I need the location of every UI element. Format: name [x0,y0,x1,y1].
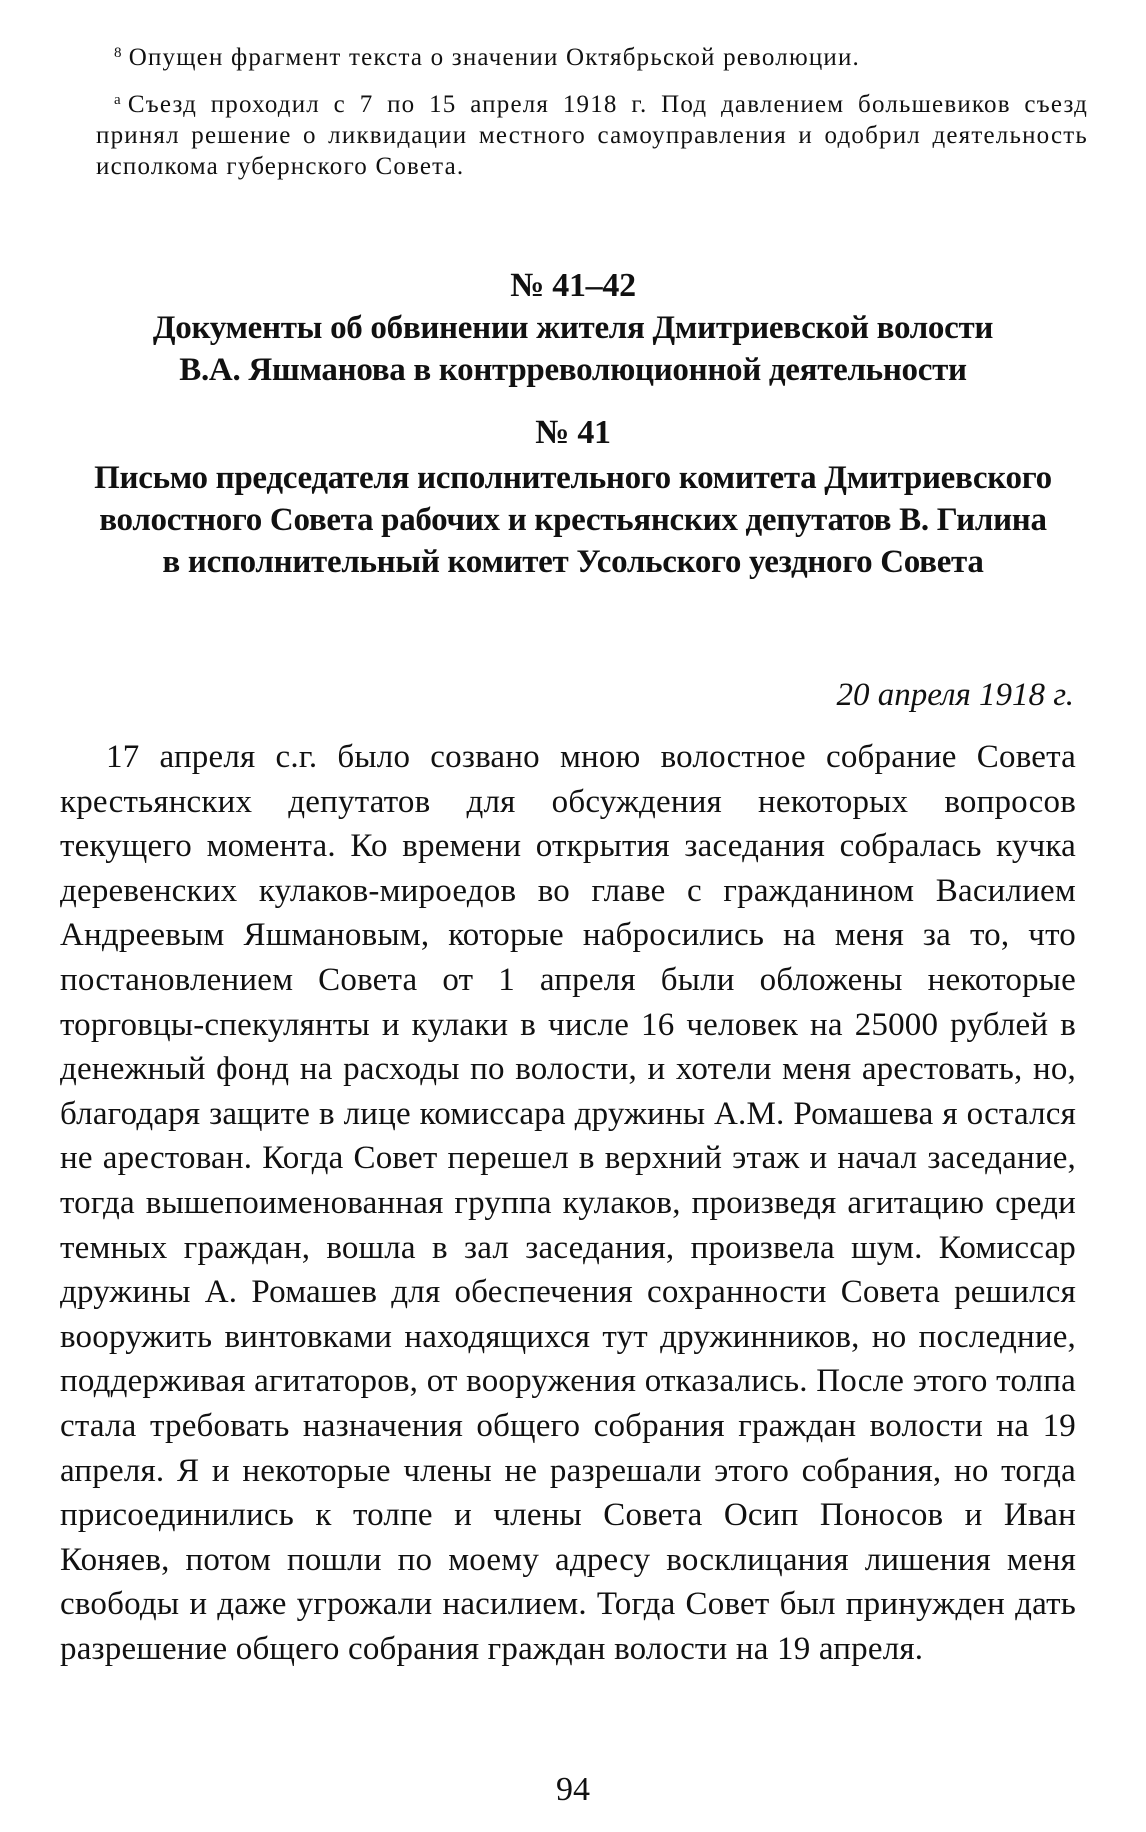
letter-body [60,735,1076,1671]
document-title-line: Письмо председателя исполнительного комитета Дмитриевского [94,460,1052,496]
page-number: 94 [556,1771,590,1808]
footnote-marker: а [114,92,122,108]
footnote-marker: 8 [114,45,123,61]
document-date: 20 апреля 1918 г. [836,677,1074,713]
body-paragraph: 17 апреля с.г. было созвано мною волостное собрание Совета крестьянских депутатов для обсуждения некоторых вопросов текущего момента. Ко времени открытия заседания собралась кучка деревенских кулаков-мироедов во главе с гражданином Василием Андреевым Яшмановым, которые набросились на меня за то, что постановлением Совета от 1 апреля были обложены некоторые торговцы-спекулянты и кулаки в числе 16 человек на 25000 рублей в денежный фонд на расходы по волости, и хотели меня арестовать, но, благодаря защите в лице комиссара дружины А.М. Ромашева я остался не арестован. Когда Совет перешел в верхний этаж и начал заседание, тогда вышепоименованная группа кулаков, произведя агитацию среди темных граждан, вошла в зал заседания, произвела шум. Комиссар дружины А. Ромашев для обеспечения сохранности Совета решился вооружить винтовками находящихся тут дружинников, но последние, поддерживая агитаторов, от вооружения отказались. После этого толпа стала требовать назначения общего собрания граждан волости на 19 апреля. Я и некоторые члены не разрешали этого собрания, но тогда присоединились к толпе и члены Совета Осип Поносов и Иван Коняев, потом пошли по моему адресу восклицания лишения меня свободы и даже угрожали насилием. Тогда Совет был принужден дать разрешение общего собрания граждан волости на 19 апреля. [60,739,1076,1667]
group-title-line: В.А. Яшманова в контрреволюционной деятельности [179,352,967,388]
footnote-text: Съезд проходил с 7 по 15 апреля 1918 г. Под давлением большевиков съезд принял решение о ликвидации местного самоуправления и одобрил деятельность исполкома губернского Совета. [96,91,1088,180]
footnote-8 [96,38,1088,73]
footnote-a [96,85,1088,182]
group-title-line: Документы об обвинении жителя Дмитриевской волости [152,310,994,346]
document-number: № 41 [535,414,611,451]
document-title-line: в исполнительный комитет Усольского уездного Совета [162,544,984,580]
group-number: № 41–42 [510,267,636,304]
footnotes [96,38,1088,194]
footnote-text: Опущен фрагмент текста о значении Октябрьской революции. [128,44,861,71]
group-heading [60,265,1086,391]
document-heading [60,412,1086,583]
document-title-line: волостного Совета рабочих и крестьянских депутатов В. Гилина [99,502,1047,538]
